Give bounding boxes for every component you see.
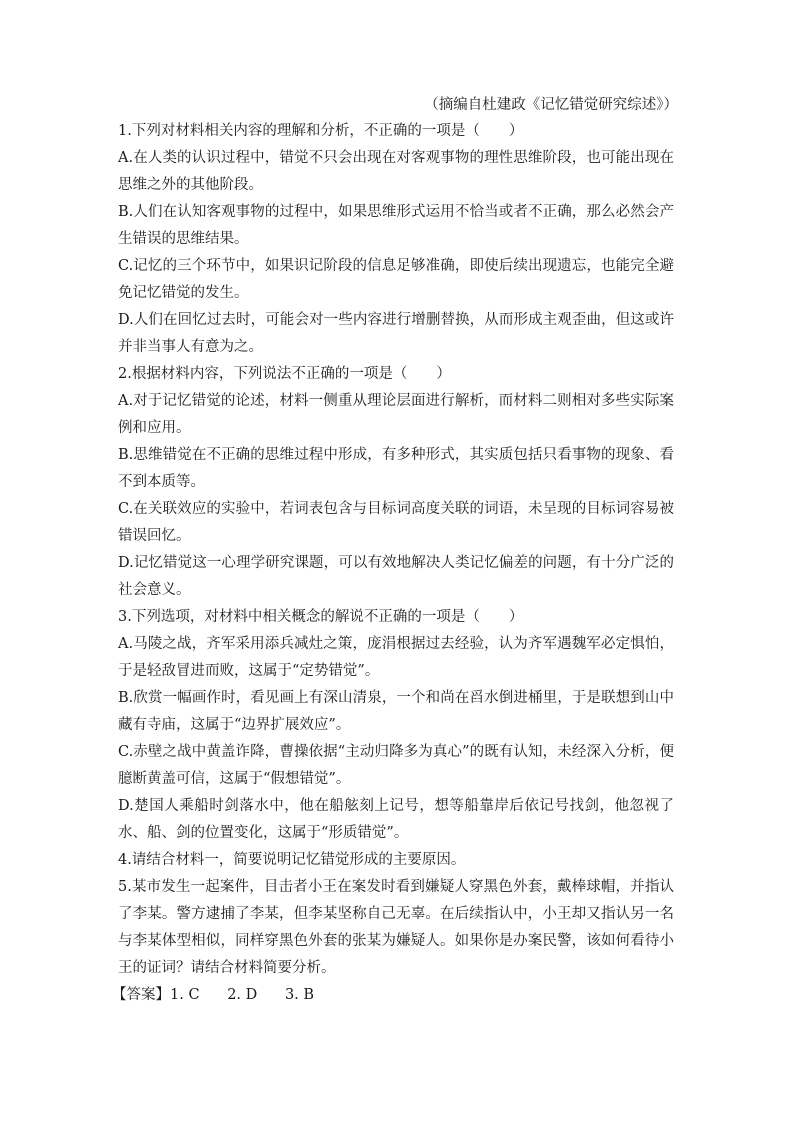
option-d: D.人们在回忆过去时，可能会对一些内容进行增删替换，从而形成主观歪曲，但这或许并非当事人有意为之。	[118, 312, 674, 355]
option-b: B.欣赏一幅画作时，看见画上有深山清泉，一个和尚在舀水倒进桶里，于是联想到山中藏有寺庙，这属于“边界扩展效应”。	[118, 690, 674, 733]
option-a: A.马陵之战，齐军采用添兵减灶之策，庞涓根据过去经验，认为齐军遇魏军必定惧怕，于是轻敌冒进而败，这属于“定势错觉”。	[118, 636, 674, 679]
question-1	[118, 118, 674, 361]
option-b: B.思维错觉在不正确的思维过程中形成，有多种形式，其实质包括只看事物的现象、看不到本质等。	[118, 447, 674, 490]
document-page	[112, 92, 678, 1009]
answer-line	[112, 982, 674, 1009]
question-stem: 5.某市发生一起案件，目击者小王在案发时看到嫌疑人穿黑色外套，戴棒球帽，并指认了李某。警方逮捕了李某，但李某坚称自己无辜。在后续指认中，小王却又指认另一名与李某体型相似，同样穿黑色外套的张某为嫌疑人。如果你是办案民警，该如何看待小王的证词？请结合材料简要分析。	[118, 879, 674, 976]
option-a: A.对于记忆错觉的论述，材料一侧重从理论层面进行解析，而材料二则相对多些实际案例和应用。	[118, 393, 674, 436]
option-c: C.赤壁之战中黄盖诈降，曹操依据“主动归降多为真心”的既有认知，未经深入分析，便臆断黄盖可信，这属于“假想错觉”。	[118, 744, 674, 787]
option-a: A.在人类的认识过程中，错觉不只会出现在对客观事物的理性思维阶段，也可能出现在思维之外的其他阶段。	[118, 150, 674, 193]
answer-item: 2. D	[227, 987, 258, 1003]
question-stem: 4.请结合材料一，简要说明记忆错觉形成的主要原因。	[118, 852, 466, 868]
answer-item: 3. B	[284, 987, 315, 1003]
option-b: B.人们在认知客观事物的过程中，如果思维形式运用不恰当或者不正确，那么必然会产生错误的思维结果。	[118, 204, 674, 247]
option-c: C.在关联效应的实验中，若词表包含与目标词高度关联的词语，未呈现的目标词容易被错误回忆。	[118, 501, 674, 544]
option-d: D.楚国人乘船时剑落水中，他在船舷刻上记号，想等船靠岸后依记号找剑，他忽视了水、船、剑的位置变化，这属于“形质错觉”。	[118, 798, 674, 841]
answer-item: 1. C	[170, 987, 200, 1003]
question-3	[118, 604, 674, 847]
question-5	[118, 874, 674, 982]
question-stem: 1.下列对材料相关内容的理解和分析，不正确的一项是（ ）	[118, 123, 524, 139]
option-c: C.记忆的三个环节中，如果识记阶段的信息足够准确，即使后续出现遗忘，也能完全避免记忆错觉的发生。	[118, 258, 674, 301]
question-stem: 2.根据材料内容，下列说法不正确的一项是（ ）	[118, 366, 451, 382]
option-d: D.记忆错觉这一心理学研究课题，可以有效地解决人类记忆偏差的问题，有十分广泛的社会意义。	[118, 555, 674, 598]
answer-label: 【答案】	[112, 987, 170, 1003]
question-4	[118, 847, 674, 874]
question-2	[118, 361, 674, 604]
question-stem: 3.下列选项，对材料中相关概念的解说不正确的一项是（ ）	[118, 609, 524, 625]
source-citation: （摘编自杜建政《记忆错觉研究综述》）	[424, 97, 678, 113]
